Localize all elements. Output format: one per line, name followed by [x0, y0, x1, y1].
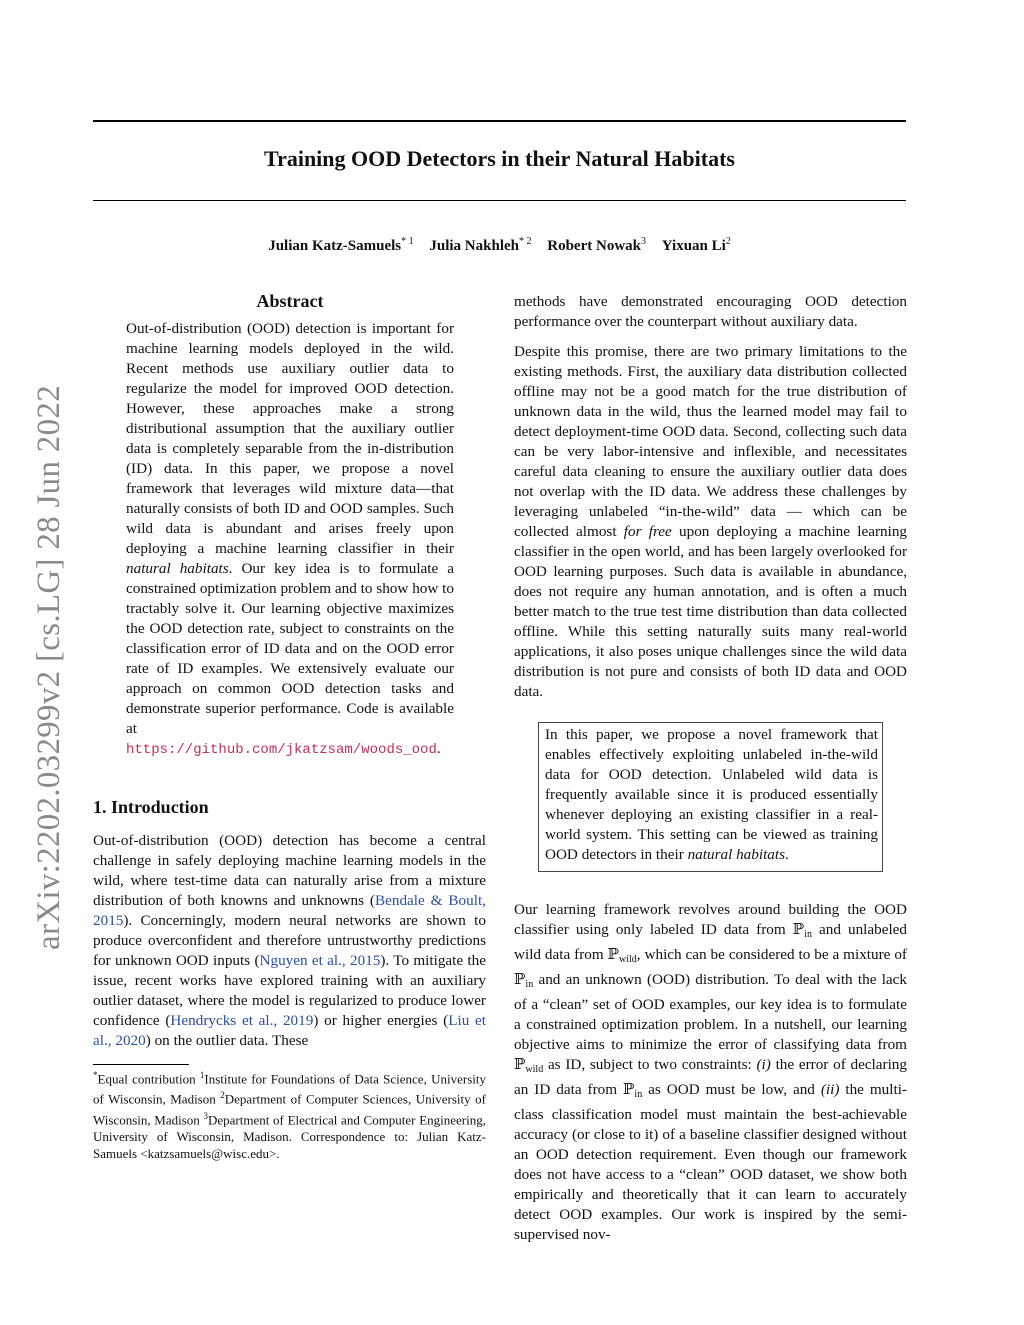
author: Robert Nowak$^3$ — [547, 236, 646, 254]
author: Julian Katz-Samuels$^{* 1}$ — [268, 236, 414, 254]
contribution-callout-box: In this paper, we propose a novel framework that enables effectively exploiting unlabeled in-the-wild data for OOD detection. Unlabeled wild data is frequently available since it is produced essentially whenever deploying an existing classifier in a real-world system. This setting can be viewed as training OOD detectors in their natural habitats. — [538, 722, 883, 872]
author: Yixuan Li$^2$ — [661, 236, 731, 254]
paper-title: Training OOD Detectors in their Natural Habitats — [264, 146, 735, 171]
introduction-section — [93, 797, 486, 1051]
footnote-rule — [93, 1064, 189, 1065]
citation-link[interactable]: Liu et al., 2020 — [93, 1012, 486, 1049]
title-rule-bottom — [93, 200, 906, 201]
arxiv-side-stamp: arXiv:2202.03299v2 [cs.LG] 28 Jun 2022 — [31, 384, 67, 950]
citation-link[interactable]: Bendale & Boult, 2015 — [93, 892, 486, 929]
author: Julia Nakhleh$^{* 2}$ — [429, 236, 532, 254]
intro-paragraph: Out-of-distribution (OOD) detection has become a central challenge in safely deploying machine learning models in the wild, where test-time data can naturally arise from a mixture distribution of both knowns and unknowns (Bendale & Boult, 2015). Concerningly, modern neural networks are shown to produce overconfident and therefore untrustworthy predictions for unknown OOD inputs (Nguyen et al., 2015). To mitigate the issue, recent works have explored training with an auxiliary outlier dataset, where the model is regularized to produce lower confidence (Hendrycks et al., 2019) or higher energies (Liu et al., 2020) on the outlier data. These — [93, 832, 486, 1049]
body-paragraph: methods have demonstrated encouraging OOD detection performance over the counterpart without auxiliary data. — [514, 293, 907, 330]
abstract-heading: Abstract — [256, 291, 324, 311]
right-column — [514, 292, 907, 1245]
section-heading: 1. Introduction — [93, 797, 209, 817]
body-paragraph: Our learning framework revolves around building the OOD classifier using only labeled ID data from ℙ$_{in}$ and unlabeled wild data from ℙ$_{wild}$, which can be considered to be a mixture of ℙ$_{in}$ and an unknown (OOD) distribution. To deal with the lack of a “clean” set of OOD examples, our key idea is to formulate a constrained optimization problem. In a nutshell, our learning objective aims to minimize the error of classifying data from ℙ$_{wild}$ as ID, subject to two constraints: (i) the error of declaring an ID data from ℙ$_{in}$ as OOD must be low, and (ii) the multi-class classification model must maintain the best-achievable accuracy (or close to it) of a baseline classifier designed without an OOD detection requirement. Even though our framework does not have access to a “clean” OOD dataset, we show both empirically and theoretically that it can learn to accurately detect OOD examples. Our work is inspired by the semi-supervised nov- — [514, 901, 908, 1243]
citation-link[interactable]: Hendrycks et al., 2019 — [170, 1012, 314, 1029]
affiliation-footnote: *Equal contribution $^1$Institute for Foundations of Data Science, University of Wisconsin, Madison $^2$Department of Computer Sciences, University of Wisconsin, Madison $^3$Department of Electrical and Computer Engineering, University of Wisconsin, Madison. Correspondence to: Julian Katz-Samuels <katzsamuels@wisc.edu>. — [93, 1070, 486, 1161]
abstract-section — [126, 291, 454, 760]
code-link[interactable]: https://github.com/jkatzsam/woods_ood — [126, 742, 437, 758]
body-paragraph: Despite this promise, there are two primary limitations to the existing methods. First, the auxiliary data distribution collected offline may not be a good match for the true distribution of unknown data in the wild, thus the learned model may fail to detect deployment-time OOD data. Second, collecting such data can be very labor-intensive and inflexible, and necessitates careful data cleaning to ensure the auxiliary outlier data does not overlap with the ID data. We address these challenges by leveraging unlabeled “in-the-wild” data — which can be collected almost for free upon deploying a machine learning classifier in the open world, and has been largely overlooked for OOD learning purposes. Such data is available in abundance, does not require any human annotation, and is often a much better match to the true test time distribution than data collected offline. While this setting naturally suits many real-world applications, it also poses unique challenges since the wild data distribution is not pure and consists of both ID data and OOD data. — [514, 343, 908, 700]
author-list — [93, 236, 906, 255]
abstract-text: Out-of-distribution (OOD) detection is important for machine learning models deployed in the wild. Recent methods use auxiliary outlier data to regularize the model for improved OOD detection. However, these approaches make a strong distributional assumption that the auxiliary outlier data is completely separable from the in-distribution (ID) data. In this paper, we propose a novel framework that leverages wild mixture data—that naturally consists of both ID and OOD samples. Such wild data is abundant and arises freely upon deploying a machine learning classifier in their natural habitats. Our key idea is to formulate a constrained optimization problem and to show how to tractably solve it. Our learning objective maximizes the OOD detection rate, subject to constraints on the classification error of ID data and on the OOD error rate of ID examples. We extensively evaluate our approach on common OOD detection tasks and demonstrate superior performance. Code is available at https://github.com/jkatzsam/woods_ood. — [126, 320, 454, 758]
citation-link[interactable]: Nguyen et al., 2015 — [259, 952, 381, 969]
title-rule-top — [93, 120, 906, 122]
